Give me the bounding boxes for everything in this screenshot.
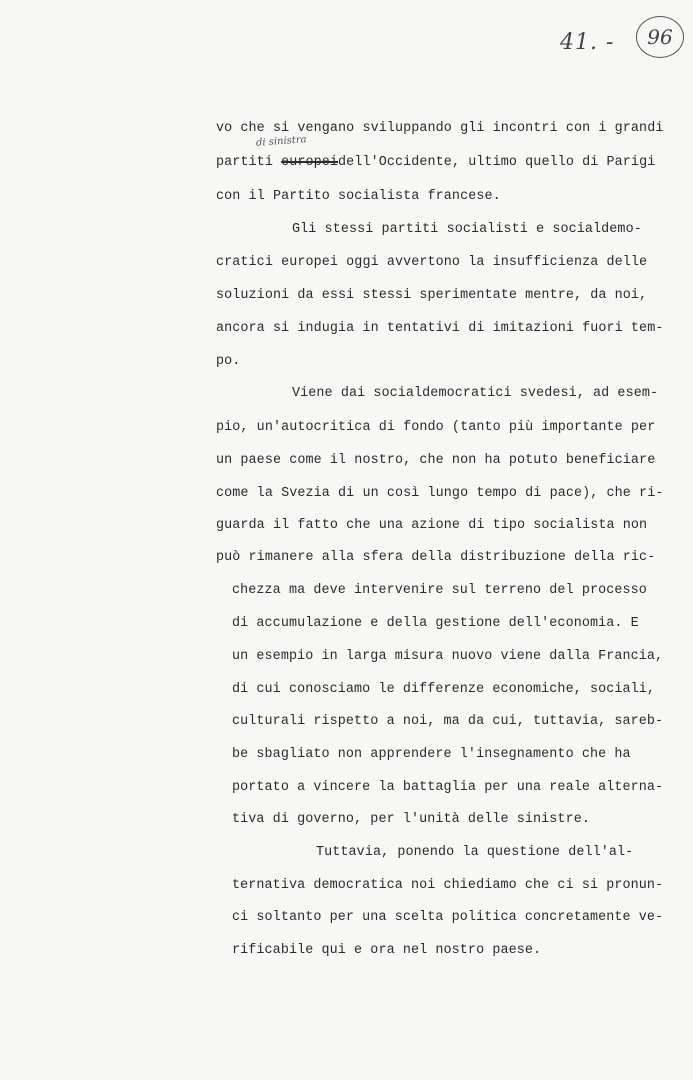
text-fragment: dell'Occidente, ultimo quello di Parigi [338, 155, 656, 170]
text-line: tiva di governo, per l'unità delle sinistre. [232, 812, 590, 827]
handwritten-annotation: di sinistra [255, 134, 307, 149]
text-line: portato a vincere la battaglia per una reale alterna- [232, 780, 664, 795]
text-line: come la Svezia di un così lungo tempo di pace), che ri- [216, 486, 664, 501]
text-line: un esempio in larga misura nuovo viene dalla Francia, [232, 649, 664, 664]
text-line: culturali rispetto a noi, ma da cui, tuttavia, sareb- [232, 714, 664, 729]
text-line: con il Partito socialista francese. [216, 189, 501, 204]
text-line: cratici europei oggi avvertono la insufficienza delle [216, 255, 648, 270]
text-line: vo che si vengano sviluppando gli incontri con i grandi [216, 121, 664, 136]
text-line: be sbagliato non apprendere l'insegnamento che ha [232, 747, 631, 762]
text-line: può rimanere alla sfera della distribuzione della ric- [216, 550, 656, 565]
text-line: ternativa democratica noi chiediamo che ci si pronun- [232, 878, 664, 893]
stamp-number: 96 [647, 25, 673, 49]
text-fragment: partiti [216, 155, 282, 170]
page-number: 41. - [560, 30, 615, 55]
text-line: po. [216, 354, 241, 369]
text-line: ci soltanto per una scelta politica concretamente ve- [232, 910, 664, 925]
text-line [216, 155, 655, 170]
text-line: di accumulazione e della gestione dell'economia. E [232, 616, 639, 631]
text-line: guarda il fatto che una azione di tipo socialista non [216, 518, 648, 533]
struck-word: europei [281, 155, 339, 170]
archive-stamp [636, 16, 684, 58]
text-line: Viene dai socialdemocratici svedesi, ad esem- [292, 386, 659, 401]
text-line: un paese come il nostro, che non ha potuto beneficiare [216, 453, 656, 468]
text-line: Tuttavia, ponendo la questione dell'al- [316, 845, 634, 860]
text-line: rificabile qui e ora nel nostro paese. [232, 943, 542, 958]
text-line: ancora si indugia in tentativi di imitazioni fuori tem- [216, 321, 664, 336]
text-line: Gli stessi partiti socialisti e socialdemo- [292, 222, 642, 237]
text-line: pio, un'autocritica di fondo (tanto più importante per [216, 420, 656, 435]
text-line: chezza ma deve intervenire sul terreno del processo [232, 583, 647, 598]
text-line: di cui conosciamo le differenze economiche, sociali, [232, 682, 656, 697]
text-line: soluzioni da essi stessi sperimentate mentre, da noi, [216, 288, 648, 303]
